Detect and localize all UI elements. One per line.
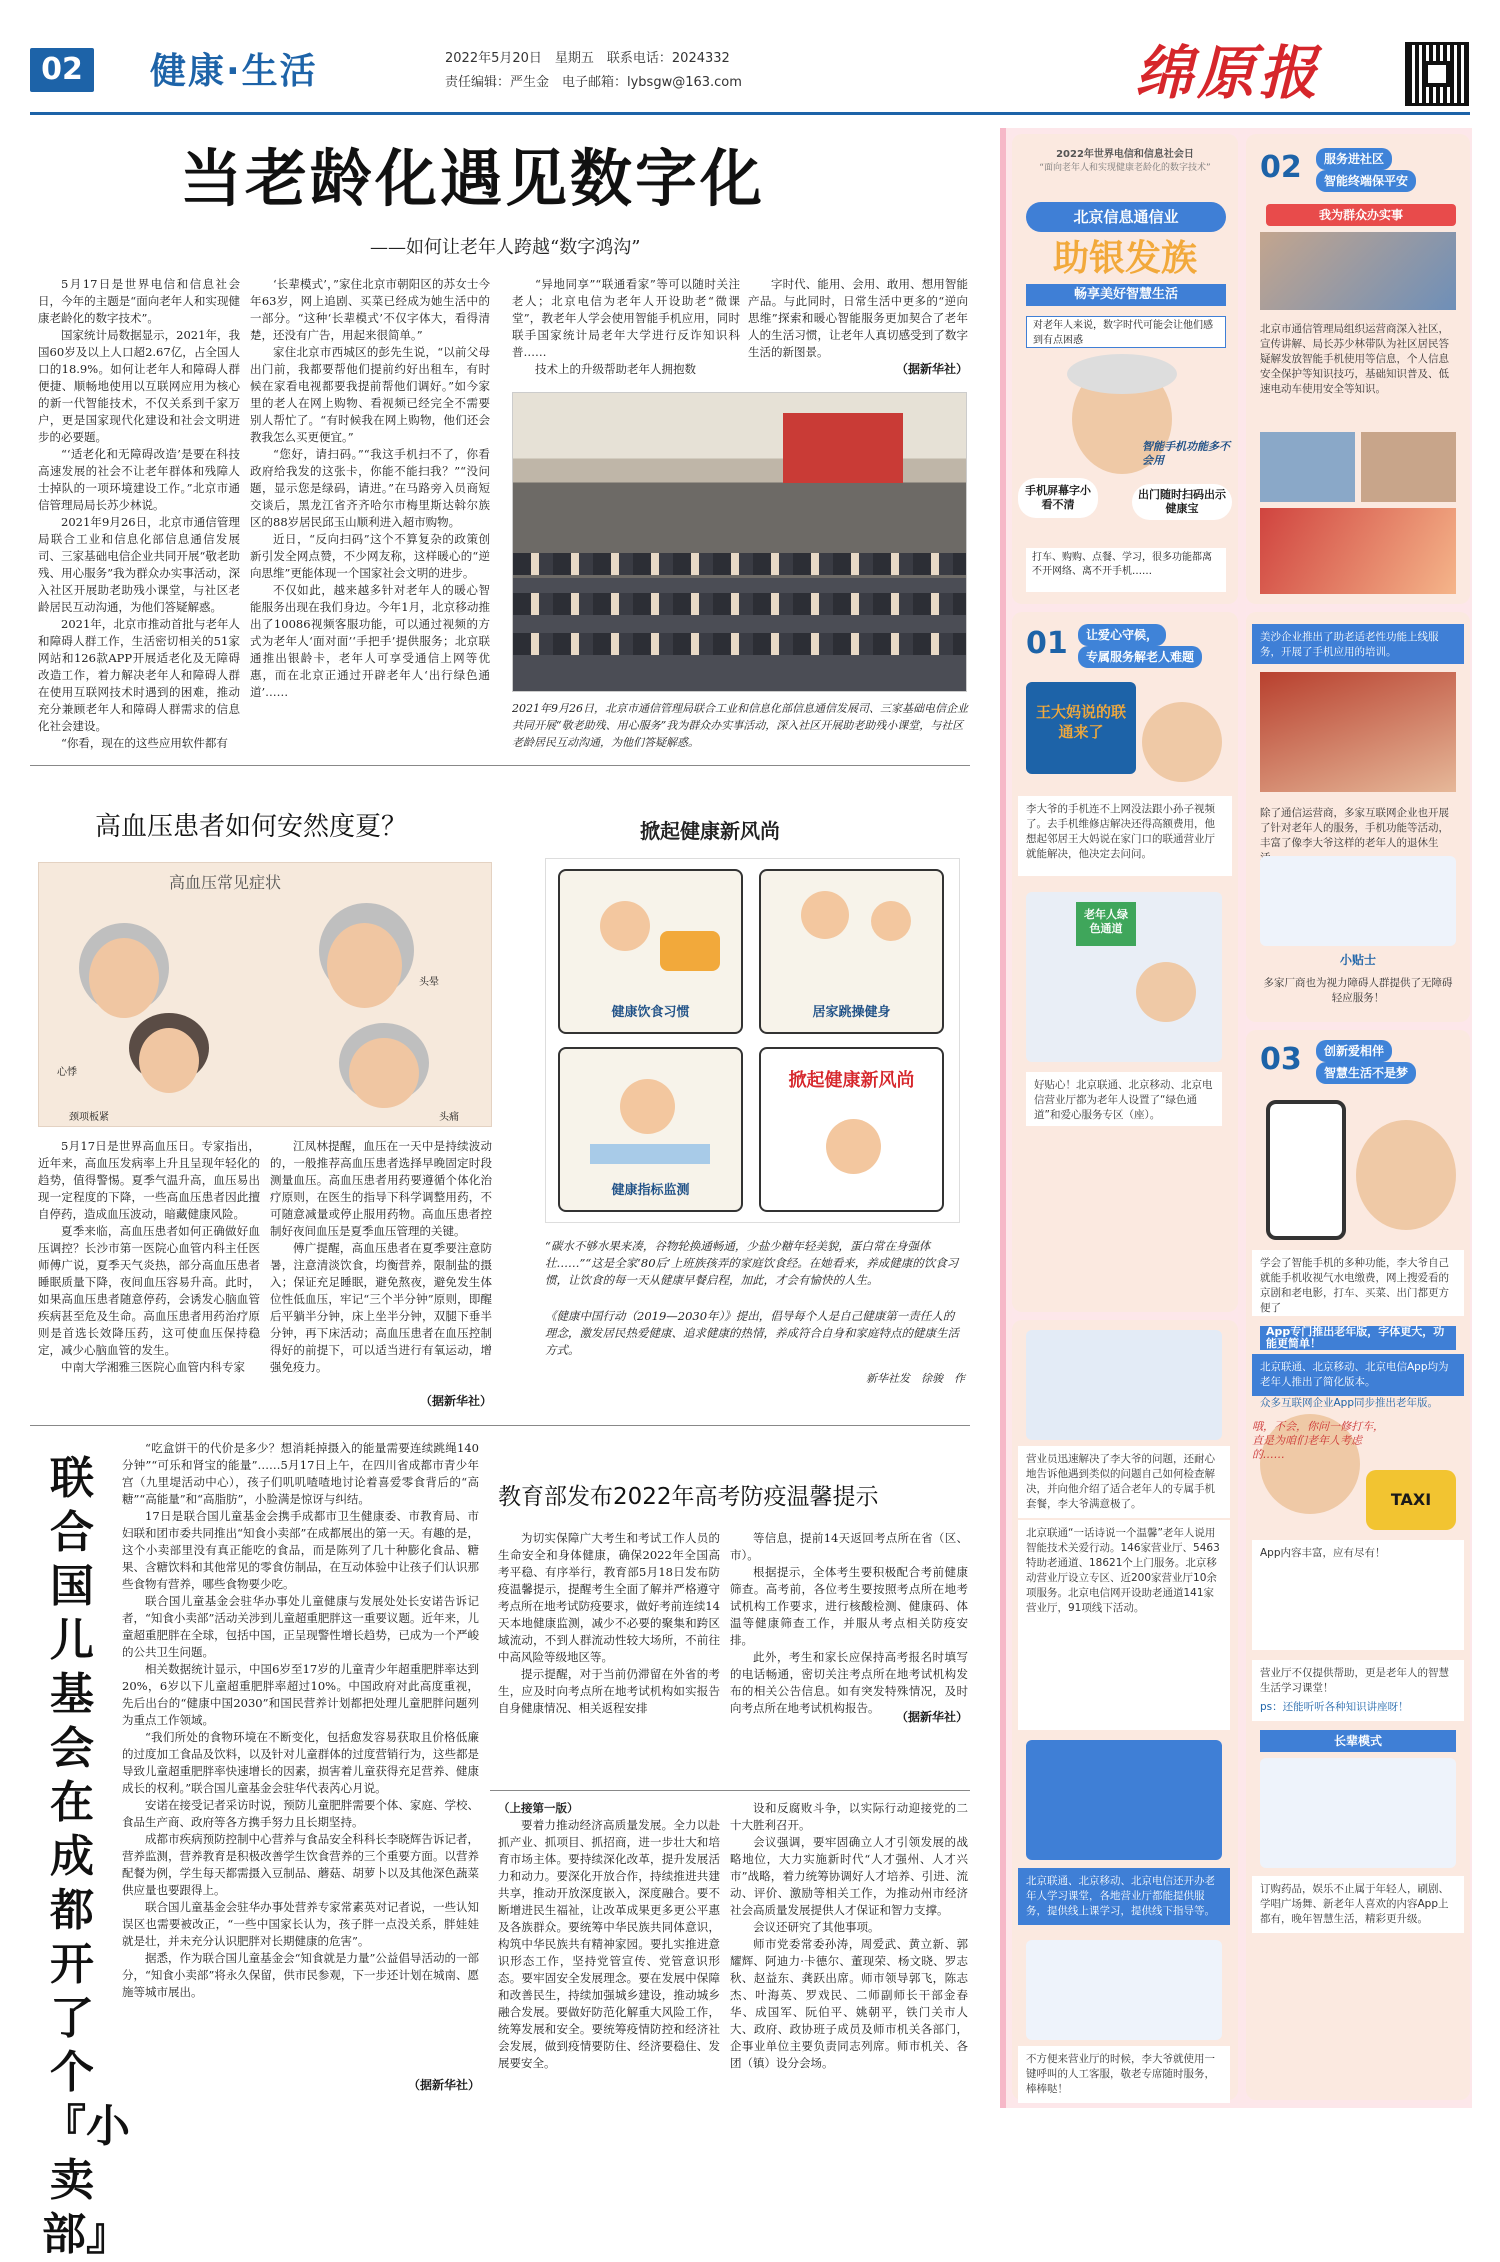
- paragraph: 傅广提醒，高血压患者在夏季要注意防暑，注意清淡饮食，均衡营养，限制盐的摄入；保证充足睡眠，避免熬夜，避免发生体位性低血压，牢记“三个半分钟”原则，即醒后平躺半分钟，床上坐半分钟，双腿下垂半分钟，再下床活动；高血压患者在血压控制得好的前提下，可以适当进行有氧运动，增强免疫力。: [270, 1241, 492, 1374]
- part-text: 北京市通信管理局组织运营商深入社区，宣传讲解、局长苏少林带队为社区居民答疑解发放智能手机使用等信息，个人信息安全保护等知识技巧，基础知识普及、低速电动车使用安全等知识。: [1260, 323, 1449, 395]
- part-01-card: [1012, 612, 1238, 1312]
- staff-face: [1136, 962, 1196, 1022]
- panel-label: 健康指标监测: [611, 1183, 690, 1198]
- elder-mode-label: 长辈模式: [1260, 1730, 1456, 1752]
- intro-text: 对老年人来说，数字时代可能会让他们感到有点困惑: [1026, 316, 1226, 348]
- paragraph: 2021年，北京市推动首批与老年人和障碍人群工作，生活密切相关的51家网站和126款APP开展适老化及无障碍改造工作，着力解决老年人和障碍人群在使用互联网技术时遇到的困难，推动充分兼顾老年人和障碍人群需求的信息化社会建设。: [38, 617, 240, 733]
- exam-headline: 教育部发布2022年高考防疫温馨提示: [498, 1484, 879, 1510]
- part-03-card: [1246, 1030, 1470, 2100]
- grandpa-face: [1356, 1120, 1456, 1230]
- help-text: 营业厅不仅提供帮助，更是老年人的智慧生活学习课堂！: [1252, 1660, 1464, 1702]
- paragraph: 据悉，作为联合国儿童基金会“知食就是力量”公益倡导活动的一部分，“知食小卖部”将永久保留，供市民参观，下一步还计划在城南、愿施等城市展出。: [122, 1951, 479, 1999]
- child-face: [801, 891, 849, 939]
- paragraph: 会议还研究了其他事项。: [753, 1920, 880, 1934]
- part-label: 让爱心守候，: [1078, 624, 1166, 646]
- health-note: 《健康中国行动（2019—2030年）》提出，倡导每个人是自己健康第一责任人的理念，激发居民热爱健康、追求健康的热情，养成符合自身和家庭特点的健康生活方式。: [545, 1309, 959, 1357]
- part-03-left: [1012, 1320, 1238, 2100]
- lead-photo: [512, 392, 967, 692]
- paragraph: 提示提醒，对于当前仍滞留在外省的考生，应及时向考点所在地考试机构如实报告自身健康情况、相关返程安排: [498, 1667, 720, 1715]
- parent-face: [871, 901, 911, 941]
- editor-line: 责任编辑：严生金 电子邮箱：lybsgw@163.com: [445, 75, 742, 90]
- paragraph: 5月17日是世界高血压日。专家指出，近年来，高血压发病率上升且呈现年轻化的趋势，值得警惕。夏季气温升高，血压易出现一定程度的下降，一些高血压患者因此擅自停药，造成血压波动，暗藏健康风险。: [38, 1139, 260, 1221]
- part-sublabel: 智能终端保平安: [1316, 170, 1416, 192]
- class-text: 北京联通、北京移动、北京电信还开办老年人学习课堂，各地营业厅都能提供服务，提供线上课学习，提供线下指导等。: [1018, 1868, 1230, 1925]
- paragraph: 17日是联合国儿童基金会携手成都市卫生健康委、市教育局、市妇联和团市委共同推出“知食小卖部”在成都展出的第一天。有趣的是，这个小卖部里没有真正能吃的食品，而是陈列了几十种膨化食品、糖果、含糖饮料和其他常见的零食仿制品，在互动体验中让孩子们认识那些食物有营养，哪些食物要少吃。: [122, 1509, 479, 1591]
- part-02-card: [1246, 134, 1470, 604]
- paragraph: 不仅如此，越来越多针对老年人的暖心智能服务出现在我们身边。今年1月，北京移动推出了10086视频客服功能，可以通过视频的方式为老年人‘面对面’‘手把手’提供服务；北京联通推出银龄卡，老年人可享受通信上网等优惠，而在北京正通过开辟老年人‘出行绿色通道’……: [250, 583, 490, 699]
- unicef-source: （据新华社）: [407, 2078, 480, 2092]
- part-sublabel: 智慧生活不是梦: [1316, 1062, 1416, 1084]
- paragraph: “异地同享”“联通看家”等可以随时关注老人；北京电信为老年人开设助老“微课堂”，教老年人学会使用智能手机应用，同时联手国家统计局老年大学进行反诈知识科普……: [512, 277, 740, 359]
- paragraph: 近日，“反向扫码”这个不算复杂的政策创新引发全网点赞，不少网友称，这样暖心的“逆向思维”更能体现一个国家社会文明的进步。: [250, 532, 490, 580]
- phone-text: 学会了智能手机的多种功能，李大爷自己就能手机收视气水电缴费，网上搜爱看的京剧和老电影，打车、买菜、出门都更方便了: [1252, 1250, 1464, 1316]
- child-face: [826, 1119, 881, 1174]
- child-face: [600, 901, 650, 951]
- app-more: 众多互联网企业App同步推出老年版。: [1260, 1397, 1439, 1409]
- paragraph: 为切实保障广大考生和考试工作人员的生命安全和身体健康，确保2022年全国高考平稳、有序举行，教育部5月18日发布防疫温馨提示，提醒考生全面了解并严格遵守考点所在地考试防疫要求，做好考前连续14天本地健康监测，减少不必要的聚集和跨区域流动，不到人群流动性较大场所，不前往中高风险等级地区等。: [498, 1531, 720, 1664]
- thought-bubble: 出门随时扫码出示健康宝: [1132, 484, 1232, 520]
- audience-row: [513, 553, 966, 575]
- big-title: 助银发族: [1052, 238, 1197, 279]
- lead-subheadline: ——如何让老年人跨越“数字鸿沟”: [370, 237, 641, 258]
- brand-pill: 北京信息通信业: [1026, 202, 1226, 232]
- thought-bubble: 手机屏幕字小看不清: [1018, 478, 1098, 518]
- exam-column-1: [498, 1530, 720, 1726]
- exam-source: （据新华社）: [895, 1710, 968, 1724]
- part-label: 服务进社区: [1316, 148, 1392, 170]
- section-title: 健康·生活: [150, 51, 318, 92]
- lead-column-2: [250, 276, 490, 746]
- panel-label: 居家跳操健身: [812, 1005, 891, 1020]
- symptom-label: 头晕: [419, 977, 439, 988]
- paragraph: 国家统计局数据显示，2021年，我国60岁及以上人口超2.67亿，占全国人口的18.9%。如何让老年人和障碍人群便捷、顺畅地使用以互联网应用为核心的新一代智能技术，不仅关系到千家万户，更是国家现代化建设和社会文明进步的必要题。: [38, 328, 240, 444]
- date-line: 2022年5月20日 星期五 联系电话：2024332: [445, 51, 730, 66]
- elder-face: [89, 938, 159, 1018]
- phone-screens: [1260, 1758, 1456, 1868]
- mid-text: 美沙企业推出了助老适老性功能上线服务，开展了手机应用的培训。: [1252, 624, 1464, 664]
- hall-text: 营业员迅速解决了李大爷的问题，还耐心地告诉他遇到类似的问题自己如何检查解决，并向他介绍了适合老年人的专属手机套餐，李大爷满意极了。: [1018, 1446, 1230, 1518]
- final-text: 订购药品，娱乐不止属于年轻人，刷剧、学唱广场舞、新老年人喜欢的内容App上都有，晚年智慧生活，精彩更升级。: [1252, 1876, 1464, 1933]
- grandma-face: [1142, 702, 1222, 782]
- unicef-column: [122, 1440, 479, 2072]
- paragraph: “吃盒饼干的代价是多少？想消耗掉摄入的能量需要连续跳绳140分钟”“可乐和肾宝的能量”……5月17日上午，在四川省成都市青少年宫（九里堤活动中心），孩子们叽叽喳喳地讨论着喜爱零食背后的“高糖”“高能量”和“高脂肪”，小脸满是惊讶与纠结。: [122, 1441, 479, 1506]
- part-01-side: [1246, 612, 1470, 1022]
- banner-top: 2022年世界电信和信息社会日: [1056, 149, 1194, 160]
- paragraph: 5月17日是世界电信和信息社会日，今年的主题是“面向老年人和实现健康老龄化的数字技术”。: [38, 277, 240, 325]
- qr-code-icon: [1405, 42, 1469, 106]
- health-verse: “碳水不够水果来凑，谷物轮换通畅通，少盐少糖年轻美貌，蛋白常在身强体壮……”“这是全家‘80后’上班族孩弄的家庭饮食经。在她看来，养成健康的饮食习惯，让饮食的每一天从健康早餐启程，加此，才会有愉快的人生。: [545, 1239, 959, 1287]
- paragraph: 此外，考生和家长应保持高考报名时填写的电话畅通，密切关注考点所在地考试机构发布的相关公告信息。如有突发特殊情况，及时向考点所在地考试机构报告。: [730, 1650, 968, 1715]
- infographic-sidebar: [1000, 128, 1472, 2108]
- divider: [30, 1425, 970, 1426]
- elder-face: [327, 923, 402, 1008]
- unicef-vertical-headline: 联合国儿基会在成都开了个『小卖部』: [42, 1453, 130, 2260]
- taxi-icon: TAXI: [1366, 1470, 1456, 1530]
- illustration-title: 高血压常见症状: [169, 873, 282, 892]
- cont-column-2: [730, 1800, 968, 2090]
- lead-headline: 当老龄化遇见数字化: [180, 142, 766, 215]
- photo-caption: 2021年9月26日，北京市通信管理局联合工业和信息化部信息通信发展司、三家基础电信企业共同开展“敬老助残、用心服务”我为群众办实事活动，深入社区开展助老助残小课堂，与社区老龄居民互动沟通，为他们答疑解惑。: [512, 702, 968, 749]
- paragraph: ‘长辈模式’，”家住北京市朝阳区的苏女士今年63岁，网上追剧、买菜已经成为她生活中的一部分。“这种‘长辈模式’不仅字体大，看得清楚，还没有广告，用起来很简单。”: [250, 277, 490, 342]
- health-credit: 新华社发 徐骏 作: [866, 1372, 965, 1385]
- exam-column-2: [730, 1530, 968, 1726]
- tip-text: 多家厂商也为视力障碍人群提供了无障碍轻应服务！: [1263, 977, 1453, 1004]
- panel-title: 掀起健康新风尚: [788, 1070, 915, 1091]
- child-face: [620, 1079, 675, 1134]
- part-number: 03: [1260, 1042, 1302, 1077]
- green-channel-sign: 老年人绿色通道: [1076, 902, 1136, 946]
- comic-panel: [759, 1047, 944, 1212]
- paragraph: 夏季来临，高血压患者如何正确做好血压调控？长沙市第一医院心血管内科主任医师傅广说，夏季天气炎热，部分高血压患者睡眠质量下降，夜间血压容易升高。此时，如果高血压患者随意停药，会诱发心脑血管疾病甚至危及生命。高血压患者用药治疗原则是首选长效降压药，这可使血压保持稳定，减少心脑血管的发生。: [38, 1224, 260, 1357]
- welcome-text: 好贴心！北京联通、北京移动、北京电信营业厅都为老年人设置了“绿色通道”和爱心服务专区（座）。: [1026, 1072, 1222, 1126]
- paragraph: 技术上的升级帮助老年人拥抱数: [535, 362, 696, 376]
- audience-row: [513, 633, 966, 655]
- comic-panel: [759, 869, 944, 1034]
- stats-text: 北京联通“一话诗说一个温馨”老年人说用智能技术关爱行动。146家营业厅、5463特助老通道、18621个上门服务。北京移动营业厅设立专区、近200家营业厅10余项服务。北京电信网开设助老通道141家营业厅，91项线下活动。: [1018, 1520, 1230, 1730]
- divider: [490, 1790, 970, 1791]
- paragraph: 相关数据统计显示，中国6岁至17岁的儿童青少年超重肥胖率达到20%，6岁以下儿童超重肥胖率超过10%。中国政府对此高度重视，先后出台的“健康中国2030”和国民营养计划都把处理儿童肥胖问题列为重点工作领域。: [122, 1662, 479, 1727]
- paragraph: “‘适老化和无障碍改造’是要在科技高速发展的社会不让老年群体和残障人士掉队的一项环境建设工作。”北京市通信管理局局长苏少林说。: [38, 447, 240, 512]
- continued-tag: （上接第一版）: [498, 1801, 579, 1815]
- header-rule: [30, 112, 1470, 115]
- paragraph: 2021年9月26日，北京市通信管理局联合工业和信息化部信息通信发展司、三家基础电信企业共同开展“敬老助残、用心服务”我为群众办实事活动，深入社区开展助老助残小课堂，与社区老龄居民互动沟通，为他们答疑解惑。: [38, 515, 240, 614]
- paragraph: “你看，现在的这些应用软件都有: [61, 736, 228, 750]
- lead-source: （据新华社）: [895, 362, 968, 376]
- big-subtitle: 畅享美好智慧生活: [1026, 284, 1226, 306]
- thought-bubble: 智能手机功能多不会用: [1142, 440, 1230, 467]
- comic-panel: [558, 1047, 743, 1212]
- cont-column-1: [498, 1800, 720, 2090]
- paragraph: 成都市疾病预防控制中心营养与食品安全科科长李晓辉告诉记者，营养监测，营养教育是积极改善学生饮食营养的三个重要方面。以营养配餐为例，学生每天都需摄入豆制品、蘑菇、胡萝卜以及其他深色蔬菜供应量也要跟得上。: [122, 1832, 479, 1897]
- app-text: 北京联通、北京移动、北京电信App均为老年人推出了简化版本。: [1252, 1354, 1464, 1396]
- paragraph: 设和反腐败斗争，以实际行动迎接党的二十大胜利召开。: [730, 1801, 968, 1832]
- accessibility-scene: [1260, 856, 1456, 946]
- health-headline: 掀起健康新风尚: [640, 819, 780, 843]
- hbp-illustration: [38, 862, 492, 1127]
- paragraph: “我们所处的食物环境在不断变化，包括愈发容易获取且价格低廉的过度加工食品及饮料，以及针对儿童群体的过度营销行为，这些都是导致儿童超重肥胖率快速增长的因素，损害着儿童获得充足营养、健康成长的权利。”联合国儿童基金会驻华代表芮心月说。: [122, 1730, 479, 1795]
- banner-subtitle: “面向老年人和实现健康老龄化的数字技术”: [1039, 163, 1211, 173]
- paragraph: 字时代、能用、会用、敢用、想用智能产品。与此同时，日常生活中更多的“逆向思维”探索和暖心智能服务更加契合了老年人的生活习惯，让老年人真切感受到了数字生活的新图景。: [748, 277, 968, 359]
- phone-illustration: [1266, 1100, 1346, 1240]
- comic-panel: [558, 869, 743, 1034]
- help-text-2: ps：还能听听各种知识讲座呀！: [1252, 1694, 1464, 1721]
- hbp-headline: 高血压患者如何安然度夏？: [95, 812, 408, 842]
- paragraph: 中南大学湘雅三医院心血管内科专家: [61, 1360, 245, 1374]
- paragraph: 等信息，提前14天返回考点所在省（区、市）。: [730, 1531, 968, 1562]
- tip-title: 小贴士: [1339, 953, 1376, 967]
- side-text: 除了通信运营商，多家互联网企业也开展了针对老年人的服务，手机功能等活动，丰富了像李大爷这样的老年人的退休生: [1260, 807, 1449, 849]
- paragraph: 家住北京市西城区的彭先生说，“以前父母出门前，我都要帮他们提前约好出租车，有时候在家看电视都要我提前帮他们调好。”如今家里的老人在网上购物、看视频已经完全不需要别人帮忙了。“有时候我在网上购物，他们还会教我怎么买更便宜。”: [250, 345, 490, 444]
- lead-column-1: [38, 276, 240, 750]
- symptom-label: 心悸: [57, 1067, 77, 1078]
- symptom-label: 头痛: [439, 1112, 459, 1123]
- store-scene: [1026, 892, 1222, 1062]
- paragraph: 要着力推动经济高质量发展。全力以赴抓产业、抓项目、抓招商，进一步壮大和培育市场主体。要持续深化改革，提升发展活力和动力。要深化开放合作，持续推进共建共享，推动开放深度嵌入，深度融合。要不断增进民生福祉，让改革成果更多更公平惠及各族群众。要统筹中华民族共同体意识，构筑中华民族共有精神家园。要扎实推进意识形态工作，坚持党管宣传、党管意识形态。要牢固安全发展理念。要在发展中保障和改善民生，持续加强城乡建设，推动城乡融合发展。要做好防范化解重大风险工作，统筹发展和安全。要统筹疫情防控和经济社会发展，做到疫情要防住、经济要稳住、发展要安全。: [498, 1818, 720, 2070]
- part-sublabel: 专属服务解老人难题: [1078, 646, 1202, 668]
- comic-box: [545, 858, 960, 1223]
- food-bowl: [660, 931, 720, 971]
- paragraph: 师市党委常委孙涛，周爱武、黄立新、郭耀辉、阿迪力·卡德尔、董现荣、杨文晓、罗志秋、赵益东、龚跃出席。师市领导郭飞，陈志杰、叶海英、罗戏民、二师副师长干部金春华、成国军、阮伯平、姚朝平，铁门关市人大、政府、政协班子成员及师市机关各部门，企事业单位主要负责同志列席。师市机关、各团（镇）设分会场。: [730, 1937, 968, 2070]
- projector-screen: [783, 413, 903, 483]
- paragraph: 江凤林提醒，血压在一天中是持续波动的，一般推荐高血压患者选择早晚固定时段测量血压。高血压患者用药要遵循个体化治疗原则，在医生的指导下科学调整用药，不可随意减量或停止服用药物。高血压患者控制好夜间血压是夏季血压管理的关键。: [270, 1139, 492, 1238]
- app-poster: [1026, 1330, 1222, 1440]
- page-number: 02: [30, 48, 94, 92]
- hbp-column-2: [270, 1138, 492, 1392]
- panel-label: 健康饮食习惯: [611, 1005, 690, 1020]
- final-text: 不方便来营业厅的时候，李大爷就使用一键呼叫的人工客服，敬老专席随时服务，棒棒哒！: [1018, 2046, 1230, 2103]
- lead-column-4: [748, 276, 968, 360]
- ad-phone: 王大妈说的联通来了: [1026, 682, 1136, 774]
- audience-row: [513, 593, 966, 615]
- paper-logo: 绵原报: [1135, 39, 1322, 107]
- training-photo: [1260, 672, 1456, 792]
- scale: [590, 1144, 710, 1164]
- paragraph: 根据提示，全体考生要积极配合考前健康筛查。高考前，各位考生要按照考点所在地考试机构工作要求，进行核酸检测、健康码、体温等健康筛查工作，并服从考点相关防疫安排。: [730, 1565, 968, 1647]
- app-title: App专门推出老年版，字体更大，功能更简单！: [1260, 1326, 1456, 1350]
- divider: [30, 765, 970, 766]
- paragraph: “您好，请扫码。”“我这手机扫不了，你看政府给我发的这张卡，你能不能扫我？”“没问题，显示您是绿码，请进。”在马路旁入员商短交谈后，黑龙江省齐齐哈尔市梅里斯达斡尔族区的88岁居民邱玉山顺利进入超市购物。: [250, 447, 490, 529]
- elder-face: [349, 1038, 419, 1108]
- chat-bubble: 哦，不会，你问一修打车，直是为咱们老年人考虑的……: [1252, 1420, 1384, 1461]
- class-scene: [1026, 1740, 1222, 1860]
- hbp-source: （据新华社）: [419, 1394, 492, 1408]
- grandpa-hair: [1067, 354, 1177, 394]
- part-number: 01: [1026, 626, 1068, 661]
- community-photo: [1361, 432, 1456, 502]
- part-number: 02: [1260, 150, 1302, 185]
- call-scene: [1026, 1940, 1222, 2040]
- paragraph: 会议强调，要牢固确立人才引领发展的战略地位，大力实施新时代“人才强州、人才兴市”战略，着力统筹协调好人才培养、引进、流动、评价、激励等相关工作，为推动州市经济社会高质量发展提供人才保证和智力支撑。: [730, 1835, 968, 1917]
- elder-face: [139, 1028, 199, 1093]
- intro-card: [1012, 134, 1238, 604]
- paragraph: 安诺在接受记者采访时说，预防儿童肥胖需要个体、家庭、学校、食品生产商、政府等各方携手努力且长期坚持。: [122, 1798, 479, 1829]
- hbp-column-1: [38, 1138, 260, 1410]
- app-home: App内容丰富，应有尽有！: [1252, 1540, 1464, 1650]
- intro-caption: 打车、购购、点餐、学习，很多功能都离不开网络、离不开手机……: [1026, 548, 1226, 592]
- tag-banner: 我为群众办实事: [1266, 204, 1456, 226]
- story-text: 李大爷的手机连不上网没法跟小孙子视频了。去手机维修店解决还得高额费用，他想起邻居王大妈说在家门口的联通营业厅就能解决，他决定去问问。: [1018, 796, 1232, 876]
- paragraph: 联合国儿童基金会驻华办事处营养专家常素英对记者说，一些认知误区也需要被改正，“一些中国家长认为，孩子胖一点没关系，胖娃娃就是壮，并未充分认识肥胖对长期健康的危害”。: [122, 1900, 479, 1948]
- community-photo: [1260, 508, 1456, 594]
- community-photo: [1260, 232, 1456, 310]
- paragraph: 联合国儿童基金会驻华办事处儿童健康与发展处处长安诺告诉记者，“知食小卖部”活动关涉到儿童超重肥胖这一重要议题。近年来，儿童超重肥胖在全球，包括中国，正呈现警性增长趋势，已成为一个严峻的公共卫生问题。: [122, 1594, 479, 1659]
- community-photo: [1260, 432, 1355, 502]
- part-label: 创新爱相伴: [1316, 1040, 1392, 1062]
- lead-column-3: [512, 276, 740, 378]
- symptom-label: 颈项板紧: [69, 1112, 109, 1123]
